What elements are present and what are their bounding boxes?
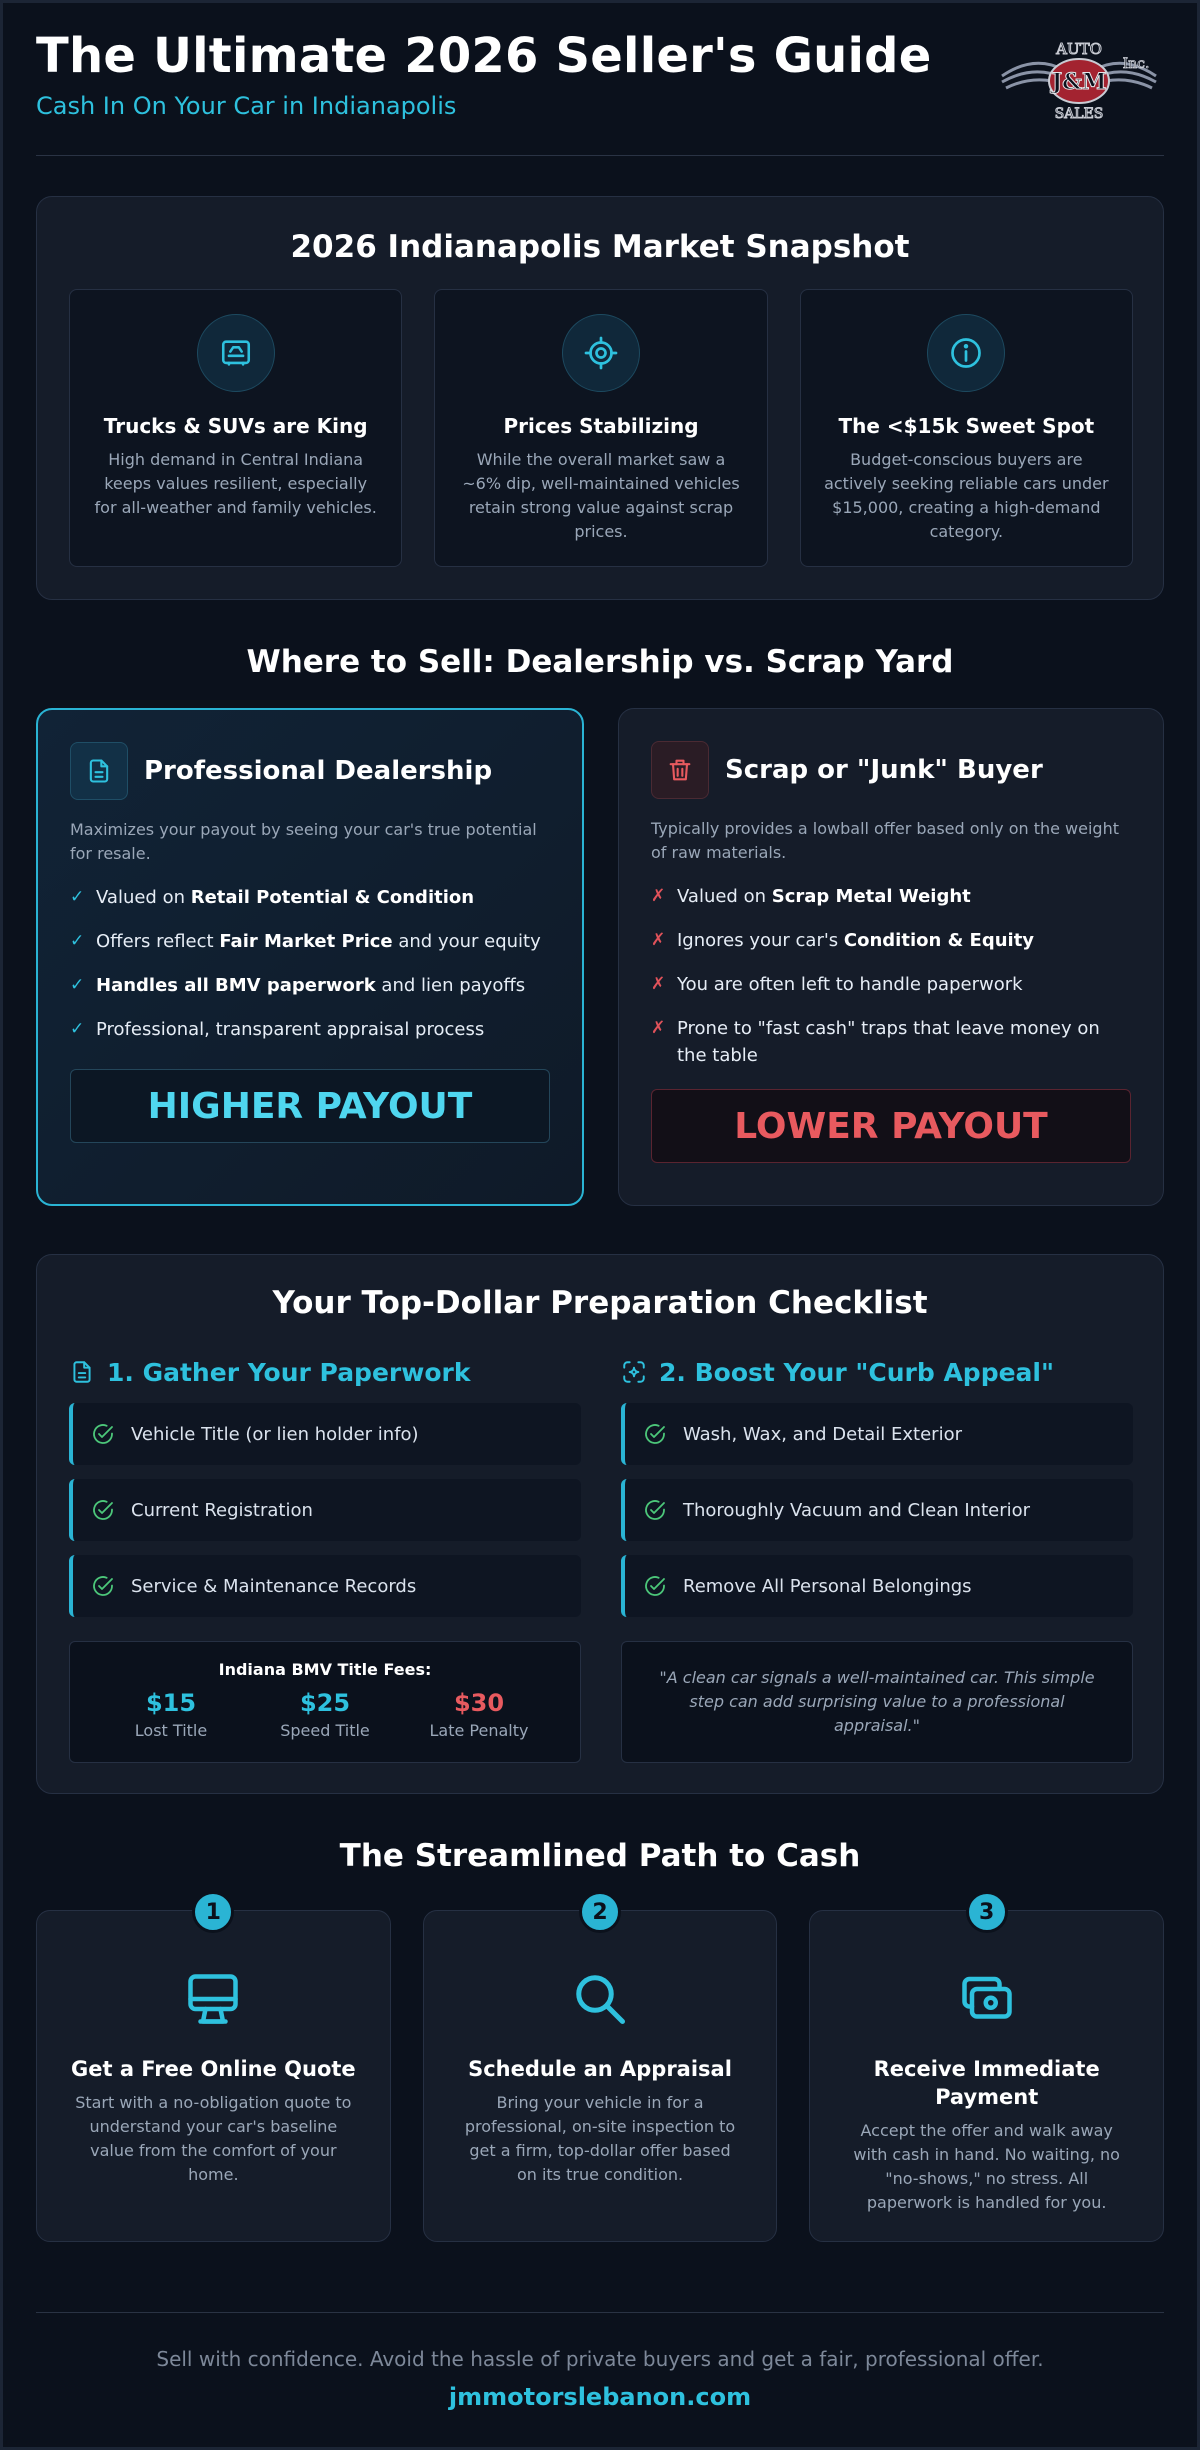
fee-item: $30 Late Penalty	[429, 1689, 529, 1740]
higher-payout-badge: HIGHER PAYOUT	[70, 1069, 550, 1143]
footer-tagline: Sell with confidence. Avoid the hassle of private buyers and get a fair, professional offer.	[156, 2347, 1044, 2371]
bmv-title-fees	[69, 1641, 581, 1763]
curb-appeal-quote: "A clean car signals a well-maintained car. This simple step can add surprising value to a professional appraisal."	[621, 1641, 1133, 1763]
fees-heading: Indiana BMV Title Fees:	[218, 1660, 432, 1679]
check-icon: ✓	[70, 1019, 85, 1039]
check-circle-icon	[643, 1498, 667, 1522]
check-icon: ✓	[70, 975, 85, 995]
dealership-card	[36, 708, 584, 1206]
logo-suffix: Inc.	[1122, 56, 1150, 72]
trash-icon	[651, 741, 709, 799]
snapshot-item	[69, 289, 402, 567]
snapshot-item	[800, 289, 1133, 567]
checklist-item: Wash, Wax, and Detail Exterior	[621, 1403, 1133, 1465]
comparison	[36, 708, 1164, 1206]
logo-bottom-text: SALES	[1054, 106, 1104, 122]
step-card	[423, 1899, 778, 2242]
path-title: The Streamlined Path to Cash	[339, 1838, 861, 1874]
path-steps	[36, 1899, 1164, 2242]
snapshot-title: 2026 Indianapolis Market Snapshot	[290, 229, 910, 265]
footer	[36, 2312, 1164, 2440]
dealership-points	[70, 884, 550, 1043]
step-heading: Get a Free Online Quote	[70, 2057, 356, 2081]
step-number: 1	[192, 1891, 234, 1933]
checklist-title: Your Top-Dollar Preparation Checklist	[272, 1285, 928, 1321]
cross-icon: ✗	[651, 974, 666, 994]
document-icon	[69, 1359, 95, 1385]
market-snapshot	[36, 196, 1164, 600]
step-text: Accept the offer and walk away with cash in hand. No waiting, no "no-shows," no stress. All paperwork is handled for you.	[853, 2121, 1120, 2212]
check-circle-icon	[91, 1422, 115, 1446]
step-text: Start with a no-obligation quote to understand your car's baseline value from the comfort of your home.	[75, 2093, 352, 2184]
dealership-heading: Professional Dealership	[144, 756, 493, 786]
step-card	[36, 1899, 391, 2242]
checklist-item: Vehicle Title (or lien holder info)	[69, 1403, 581, 1465]
step-text: Bring your vehicle in for a professional, on-site inspection to get a firm, top-dollar offer based on its true condition.	[464, 2093, 736, 2184]
check-circle-icon	[643, 1422, 667, 1446]
list-item: ✗ Ignores your car's Condition & Equity	[651, 927, 1131, 954]
sparkle-icon	[621, 1359, 647, 1385]
check-icon: ✓	[70, 931, 85, 951]
list-item: ✗ Valued on Scrap Metal Weight	[651, 883, 1131, 910]
list-item: ✓ Offers reflect Fair Market Price and your equity	[70, 928, 550, 955]
checklist-item: Current Registration	[69, 1479, 581, 1541]
logo-top-text: AUTO	[1056, 40, 1102, 58]
infographic	[36, 0, 1164, 2411]
info-icon	[927, 314, 1005, 392]
curb-appeal-heading: 2. Boost Your "Curb Appeal"	[659, 1357, 1055, 1387]
fee-item: $25 Speed Title	[280, 1689, 370, 1740]
check-circle-icon	[643, 1574, 667, 1598]
snapshot-text: High demand in Central Indiana keeps values resilient, especially for all-weather and family vehicles.	[94, 450, 377, 517]
check-circle-icon	[91, 1498, 115, 1522]
website-link[interactable]: jmmotorslebanon.com	[448, 2383, 752, 2411]
check-circle-icon	[91, 1574, 115, 1598]
list-item: ✓ Professional, transparent appraisal process	[70, 1016, 550, 1043]
lower-payout-badge: LOWER PAYOUT	[651, 1089, 1131, 1163]
list-item: ✗ You are often left to handle paperwork	[651, 971, 1131, 998]
suv-icon	[197, 314, 275, 392]
page-subtitle: Cash In On Your Car in Indianapolis	[36, 92, 457, 120]
logo-mark: J&M	[1051, 69, 1107, 95]
snapshot-heading: The <$15k Sweet Spot	[838, 414, 1095, 438]
search-icon	[570, 1969, 630, 2029]
paperwork-heading: 1. Gather Your Paperwork	[107, 1357, 471, 1387]
header	[36, 0, 1164, 156]
check-icon: ✓	[70, 887, 85, 907]
cross-icon: ✗	[651, 886, 666, 906]
list-item: ✓ Valued on Retail Potential & Condition	[70, 884, 550, 911]
snapshot-item	[434, 289, 767, 567]
step-heading: Receive Immediate Payment	[873, 2057, 1100, 2109]
scrap-card	[618, 708, 1164, 1206]
company-logo	[994, 34, 1164, 124]
checklist-item: Remove All Personal Belongings	[621, 1555, 1133, 1617]
cross-icon: ✗	[651, 1018, 666, 1038]
scrap-points	[651, 883, 1131, 1069]
cash-icon	[957, 1969, 1017, 2029]
list-item: ✓ Handles all BMV paperwork and lien payoffs	[70, 972, 550, 999]
document-icon	[70, 742, 128, 800]
target-icon	[562, 314, 640, 392]
fee-item: $15 Lost Title	[134, 1689, 208, 1740]
step-card	[809, 1899, 1164, 2242]
paperwork-column	[69, 1355, 581, 1763]
where-to-sell-title: Where to Sell: Dealership vs. Scrap Yard	[246, 644, 954, 680]
step-number: 2	[579, 1891, 621, 1933]
cross-icon: ✗	[651, 930, 666, 950]
step-number: 3	[966, 1891, 1008, 1933]
step-heading: Schedule an Appraisal	[468, 2057, 732, 2081]
snapshot-text: Budget-conscious buyers are actively seeking reliable cars under $15,000, creating a high-demand category.	[824, 450, 1109, 541]
monitor-icon	[183, 1969, 243, 2029]
snapshot-heading: Prices Stabilizing	[503, 414, 699, 438]
curb-appeal-column	[621, 1355, 1133, 1763]
dealership-description: Maximizes your payout by seeing your car's true potential for resale.	[70, 820, 537, 863]
snapshot-heading: Trucks & SUVs are King	[103, 414, 368, 438]
list-item: ✗ Prone to "fast cash" traps that leave money on the table	[651, 1015, 1131, 1069]
preparation-checklist	[36, 1254, 1164, 1794]
checklist-item: Service & Maintenance Records	[69, 1555, 581, 1617]
scrap-description: Typically provides a lowball offer based only on the weight of raw materials.	[651, 819, 1119, 862]
scrap-heading: Scrap or "Junk" Buyer	[725, 755, 1043, 785]
checklist-item: Thoroughly Vacuum and Clean Interior	[621, 1479, 1133, 1541]
snapshot-text: While the overall market saw a ~6% dip, well-maintained vehicles retain strong value against scrap prices.	[462, 450, 740, 541]
page-title: The Ultimate 2026 Seller's Guide	[36, 28, 932, 84]
